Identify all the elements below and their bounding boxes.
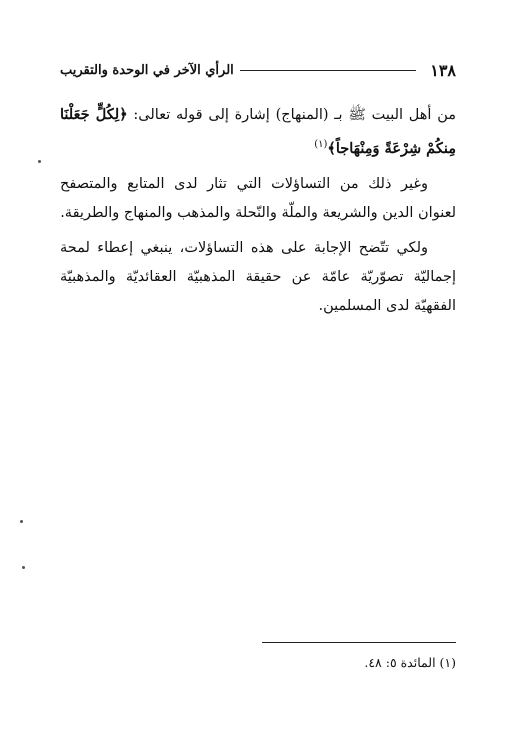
body-text	[60, 100, 456, 327]
header-rule	[240, 70, 416, 71]
footnote: (١) المائدة ٥: ٤٨.	[364, 655, 456, 670]
margin-speck	[38, 160, 41, 163]
paragraph-1	[60, 100, 456, 164]
margin-speck	[20, 520, 23, 523]
quran-verse: ﴿لِكُلٍّ جَعَلْنَا مِنكُمْ شِرْعَةً وَمِنْهَاجاً﴾	[60, 106, 456, 157]
paragraph-2: وغير ذلك من التساؤلات التي تثار لدى المتابع والمتصفح لعنوان الدين والشريعة والملّة والنّحلة والمذهب والمنهاج والطريقة.	[60, 175, 456, 221]
page-number: ١٣٨	[430, 60, 456, 80]
running-title: الرأي الآخر في الوحدة والتقريب	[60, 62, 234, 78]
paragraph-3: ولكي تتّضح الإجابة على هذه التساؤلات، ينبغي إعطاء لمحة إجماليّة تصوّريّة عامّة عن حقيقة المذهبيّة العقائديّة والمذهبيّة الفقهيّة لدى المسلمين.	[60, 239, 456, 314]
footnote-rule	[262, 642, 456, 643]
footnote-reference: (١)	[314, 139, 328, 150]
page-header	[60, 58, 456, 82]
paragraph-1-text: من أهل البيت ﷺ بـ (المنهاج) إشارة إلى قوله تعالى:	[127, 107, 456, 123]
margin-speck	[22, 566, 25, 569]
